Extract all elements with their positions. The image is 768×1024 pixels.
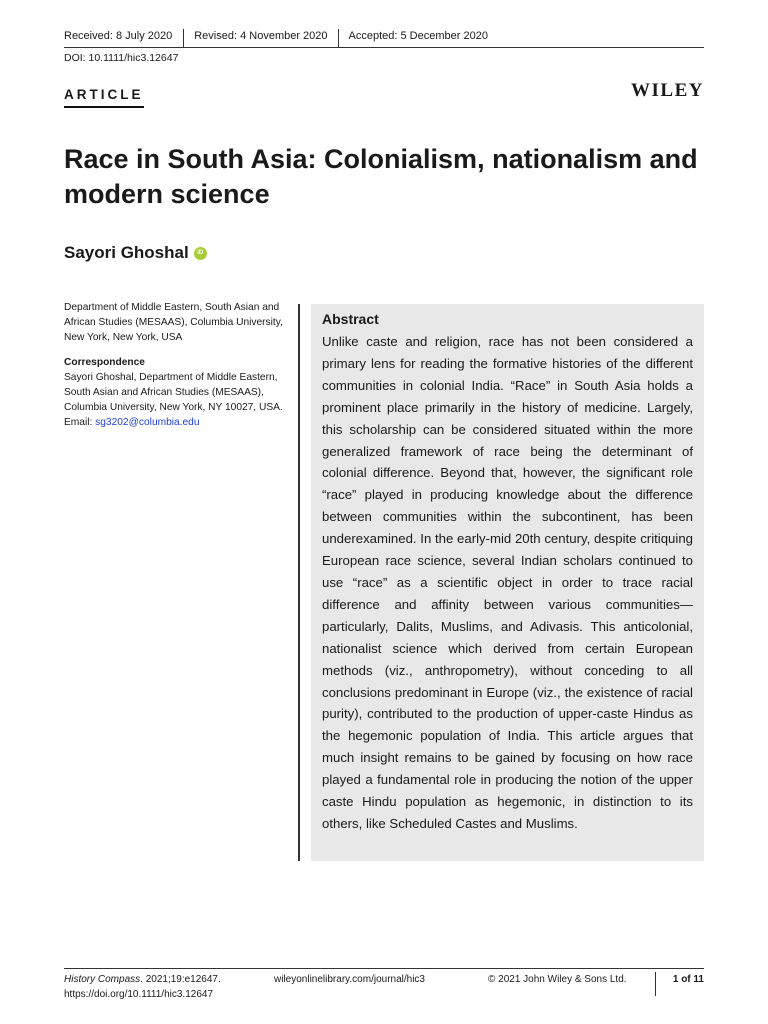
email-link[interactable]: sg3202@columbia.edu bbox=[95, 417, 200, 428]
email-label: Email: bbox=[64, 417, 93, 428]
history-dates bbox=[64, 29, 704, 48]
article-type-label: ARTICLE bbox=[64, 87, 144, 108]
citation-details: . 2021;19:e12647. bbox=[140, 974, 221, 985]
paper-title: Race in South Asia: Colonialism, nationalism and modern science bbox=[64, 144, 698, 209]
abstract-heading: Abstract bbox=[322, 311, 379, 327]
page-number: 1 of 11 bbox=[672, 974, 704, 985]
revised-date: Revised: 4 November 2020 bbox=[183, 29, 337, 47]
doi-url[interactable]: https://doi.org/10.1111/hic3.12647 bbox=[64, 989, 213, 1000]
journal-name: History Compass bbox=[64, 974, 141, 985]
publisher-logo: WILEY bbox=[631, 80, 704, 101]
page-number-divider bbox=[655, 972, 656, 996]
accepted-date: Accepted: 5 December 2020 bbox=[338, 29, 498, 47]
citation bbox=[64, 972, 221, 1002]
affiliation: Department of Middle Eastern, South Asian and African Studies (MESAAS), Columbia University, New York, New York, USA bbox=[64, 302, 283, 343]
journal-url[interactable]: wileyonlinelibrary.com/journal/hic3 bbox=[274, 974, 425, 985]
correspondence-text: Sayori Ghoshal, Department of Middle Eastern, South Asian and African Studies (MESAAS), Columbia University, New York, NY 10027, USA. bbox=[64, 372, 283, 413]
footer-divider bbox=[64, 968, 704, 969]
email-line bbox=[64, 415, 286, 430]
abstract-text: Unlike caste and religion, race has not been considered a primary lens for reading the formative histories of the different communities in colonial India. “Race” in South Asia holds a prominent place primarily in the history of medicine. Largely, this scholarship can be considered situated within the more generalized framework of race being the determinant of colonial difference. Beyond that, however, the significant role “race” played in producing knowledge about the difference between communities within the subcontinent, has been underexamined. In the early-mid 20th century, despite critiquing European race science, several Indian scholars continued to use “race” as a scientific object in order to trace racial difference and affinity between various communities—particularly, Dalits, Muslims, and Adivasis. This anticolonial, nationalist science which derived from certain European methods (viz., anthropometry), without conceding to all conclusions predominant in Europe (viz., the existence of racial purity), contributed to the production of upper-caste Hindus as the hegemonic population of India. This article argues that much insight remains to be gained by focusing on how race played a fundamental role in producing the notion of the upper caste Hindu population as hegemonic, in distinction to its others, like Scheduled Castes and Muslims. bbox=[322, 334, 693, 831]
orcid-icon[interactable]: iD bbox=[194, 247, 207, 260]
correspondence-heading: Correspondence bbox=[64, 357, 145, 368]
copyright: © 2021 John Wiley & Sons Ltd. bbox=[488, 974, 627, 985]
abstract-box bbox=[311, 304, 704, 861]
affiliation-block bbox=[64, 300, 286, 430]
author-line bbox=[64, 243, 207, 263]
author-name: Sayori Ghoshal bbox=[64, 243, 189, 262]
doi: DOI: 10.1111/hic3.12647 bbox=[64, 52, 179, 64]
column-divider bbox=[298, 304, 300, 861]
received-date: Received: 8 July 2020 bbox=[64, 30, 173, 42]
